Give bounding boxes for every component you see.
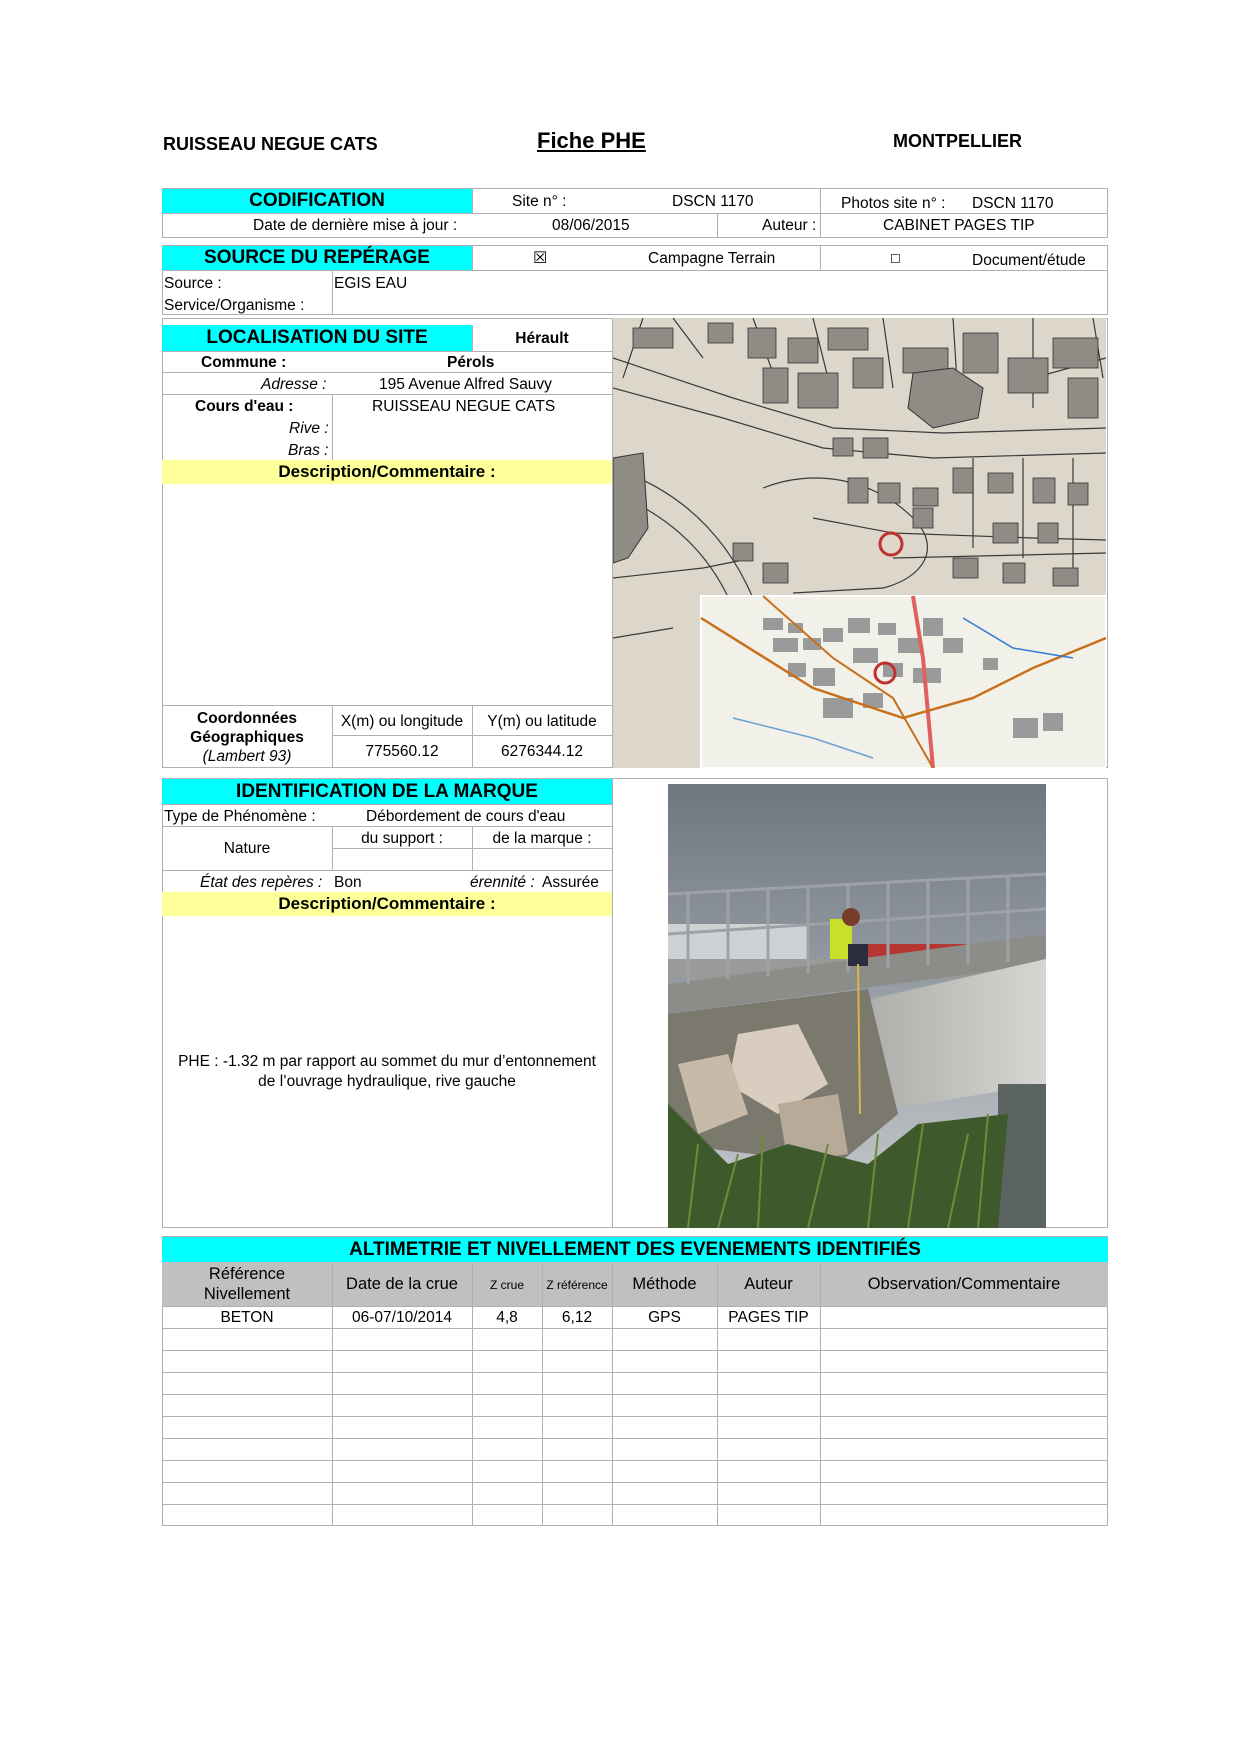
column-header-z-crue: Z crue [489, 1278, 524, 1292]
codification-title: CODIFICATION [162, 189, 472, 213]
department-value: Hérault [515, 330, 569, 347]
site-label: Site n° : [512, 193, 567, 210]
author-value: CABINET PAGES TIP [883, 217, 1035, 234]
source-label: Source : [164, 275, 222, 292]
type-phenomene-value: Débordement de cours d'eau [366, 808, 566, 825]
rive-label: Rive : [289, 420, 329, 437]
coord-label-3: (Lambert 93) [202, 748, 292, 765]
adresse-label: Adresse : [261, 376, 327, 393]
identification-description-title: Description/Commentaire : [162, 892, 612, 916]
campagne-terrain-label: Campagne Terrain [648, 250, 776, 267]
cadastral-map [613, 318, 1106, 768]
column-header-methode: Méthode [632, 1275, 697, 1293]
source-title: SOURCE DU REPÉRAGE [162, 246, 472, 270]
author-label: Auteur : [762, 217, 817, 234]
altimetrie-title: ALTIMETRIE ET NIVELLEMENT DES EVENEMENTS IDENTIFIÉS [162, 1237, 1108, 1262]
site-value: DSCN 1170 [672, 193, 754, 210]
perennite-value: Assurée [542, 874, 599, 891]
column-header-date: Date de la crue [346, 1275, 458, 1293]
localisation-title: LOCALISATION DU SITE [162, 325, 472, 351]
document-etude-checkbox[interactable]: ☐ [890, 252, 901, 266]
table-cell-z-crue: 4,8 [496, 1309, 518, 1326]
x-value: 775560.12 [365, 743, 439, 760]
campagne-terrain-checkbox[interactable]: ☒ [533, 250, 548, 267]
photos-value: DSCN 1170 [972, 195, 1054, 212]
photos-label: Photos site n° : [841, 195, 946, 212]
adresse-value: 195 Avenue Alfred Sauvy [379, 376, 552, 393]
y-label: Y(m) ou latitude [487, 713, 597, 730]
y-value: 6276344.12 [501, 743, 583, 760]
commune-value: Pérols [447, 354, 495, 371]
nature-label: Nature [223, 840, 271, 857]
column-header-auteur: Auteur [744, 1275, 793, 1293]
document-etude-label: Document/étude [972, 252, 1086, 269]
column-header-reference-line-1: Référence [208, 1265, 286, 1283]
description-line-1: PHE : -1.32 m par rapport au sommet du mur d’entonnement [178, 1053, 596, 1070]
localisation-description-title: Description/Commentaire : [162, 460, 612, 484]
site-photo [668, 784, 1046, 1228]
column-header-z-reference: Z référence [546, 1278, 608, 1292]
marque-label: de la marque : [492, 830, 592, 847]
service-value: EGIS EAU [334, 275, 408, 292]
bridge-photo [668, 784, 1046, 1228]
table-cell-z-reference: 6,12 [561, 1309, 593, 1326]
table-cell-methode: GPS [648, 1309, 681, 1326]
cours-eau-label: Cours d'eau : [195, 398, 294, 415]
date-label: Date de dernière mise à jour : [253, 217, 458, 234]
identification-title: IDENTIFICATION DE LA MARQUE [162, 779, 612, 804]
type-phenomene-label: Type de Phénomène : [164, 808, 316, 825]
x-label: X(m) ou longitude [340, 713, 464, 730]
coord-label-1: Coordonnées [197, 710, 297, 727]
etat-reperes-label: État des repères : [200, 874, 323, 891]
column-header-observation: Observation/Commentaire [867, 1275, 1061, 1293]
service-label: Service/Organisme : [164, 297, 305, 314]
location-map [612, 318, 1106, 768]
description-line-2: de l’ouvrage hydraulique, rive gauche [258, 1073, 516, 1090]
bras-label: Bras : [288, 442, 329, 459]
page-title: Fiche PHE [537, 128, 646, 153]
table-cell-date: 06-07/10/2014 [352, 1309, 452, 1326]
support-label: du support : [361, 830, 443, 847]
coord-label-2: Géographiques [190, 729, 304, 746]
column-header-reference [162, 1264, 332, 1304]
cours-eau-value: RUISSEAU NEGUE CATS [372, 398, 556, 415]
header-right: MONTPELLIER [893, 131, 1022, 151]
perennite-label: érennité : [470, 874, 535, 891]
date-value: 08/06/2015 [552, 217, 630, 234]
commune-label: Commune : [201, 354, 287, 371]
header-left: RUISSEAU NEGUE CATS [163, 134, 378, 154]
table-cell-reference: BETON [220, 1309, 274, 1326]
table-cell-auteur: PAGES TIP [728, 1309, 809, 1326]
etat-reperes-value: Bon [334, 874, 362, 891]
column-header-reference-line-2: Nivellement [203, 1285, 291, 1303]
